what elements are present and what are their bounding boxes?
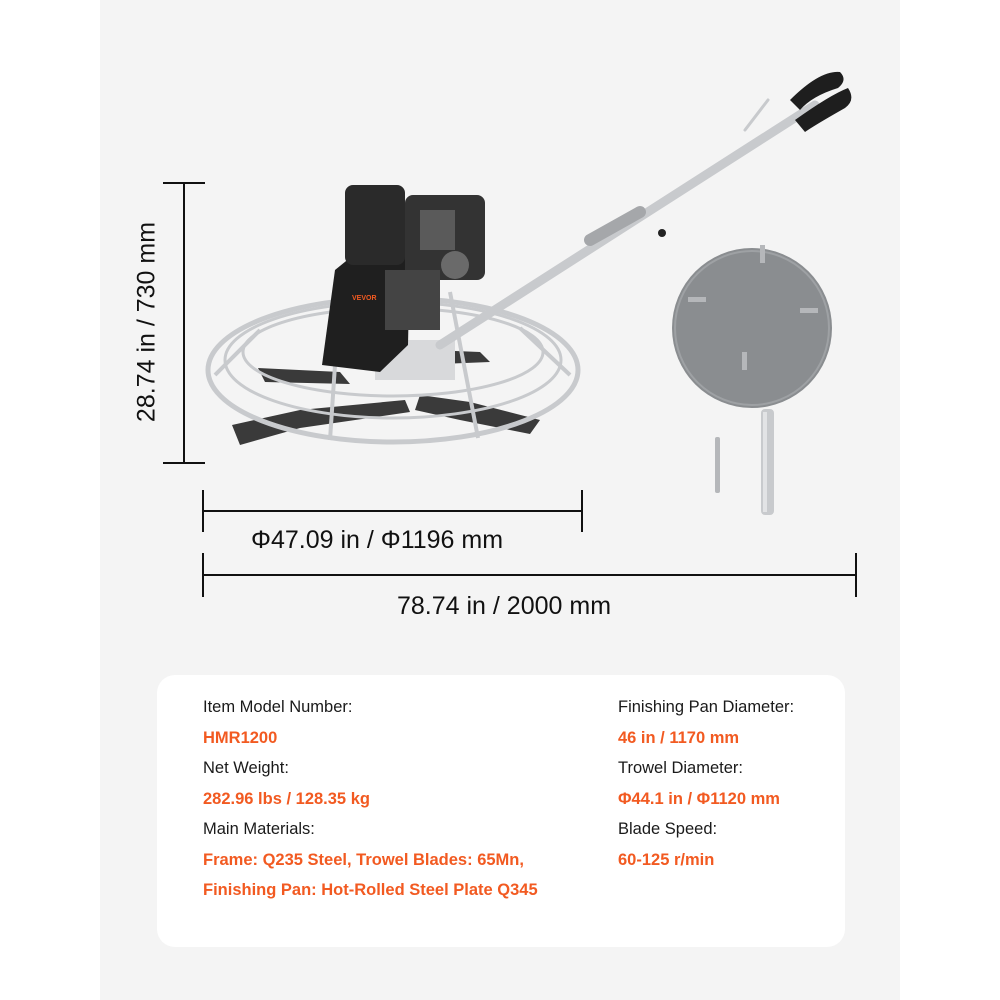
handle-grip [790, 72, 851, 132]
length-dimension-label: 78.74 in / 2000 mm [397, 592, 612, 620]
spec-label-blade-speed: Blade Speed: [618, 820, 718, 838]
spec-column-right [618, 692, 838, 875]
spec-label-weight: Net Weight: [203, 759, 289, 777]
spec-label-pan-diameter: Finishing Pan Diameter: [618, 698, 795, 716]
spec-label-model: Item Model Number: [203, 698, 353, 716]
accessory-pin [715, 437, 720, 493]
spec-column-left [203, 692, 603, 906]
length-dimension-line [203, 553, 856, 597]
brand-logo: VEVOR [352, 295, 377, 302]
height-dimension-line [163, 183, 205, 463]
spec-value-model: HMR1200 [203, 728, 278, 747]
spec-value-weight: 282.96 lbs / 128.35 kg [203, 789, 370, 808]
spec-label-trowel-diameter: Trowel Diameter: [618, 759, 743, 777]
spec-card [157, 675, 845, 947]
spec-value-materials-line1: Frame: Q235 Steel, Trowel Blades: 65Mn, [203, 850, 524, 869]
finishing-pan [672, 245, 832, 408]
accessory-wrench [761, 409, 774, 515]
diameter-dimension-label: Φ47.09 in / Φ1196 mm [251, 526, 504, 554]
spec-value-pan-diameter: 46 in / 1170 mm [618, 728, 740, 747]
spec-label-materials: Main Materials: [203, 820, 315, 838]
throttle-knob [658, 229, 666, 237]
spec-value-materials-line2: Finishing Pan: Hot-Rolled Steel Plate Q345 [203, 881, 538, 899]
spec-value-blade-speed: 60-125 r/min [618, 850, 715, 869]
height-dimension-label: 28.74 in / 730 mm [132, 221, 161, 423]
spec-value-trowel-diameter: Φ44.1 in / Φ1120 mm [618, 789, 780, 808]
